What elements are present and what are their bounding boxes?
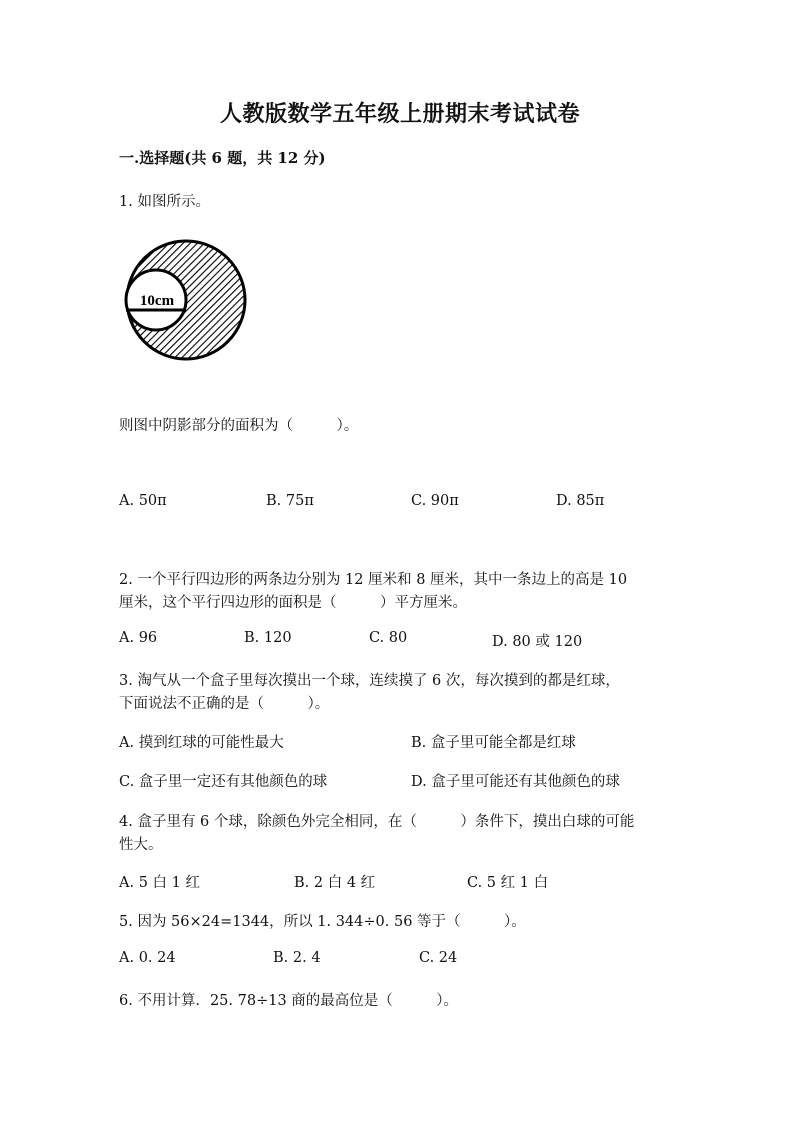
q4-option-c: C. 5 红 1 白 — [467, 875, 549, 891]
question-4-stem-line-1: 4. 盒子里有 6 个球，除颜色外完全相同，在（ ）条件下，摸出白球的可能 — [119, 814, 635, 830]
q3-option-a: A. 摸到红球的可能性最大 — [119, 735, 284, 751]
q3-option-c: C. 盒子里一定还有其他颜色的球 — [119, 774, 328, 790]
q1-option-c: C. 90π — [411, 493, 459, 509]
question-2-stem-line-2: 厘米，这个平行四边形的面积是（ ）平方厘米。 — [119, 595, 467, 611]
q5-option-a: A. 0. 24 — [119, 950, 176, 966]
q1-option-b: B. 75π — [266, 493, 314, 509]
question-1-stem: 1. 如图所示。 — [119, 194, 210, 210]
diameter-label: 10cm — [139, 293, 175, 309]
q2-option-b: B. 120 — [244, 630, 292, 646]
question-1-prompt: 则图中阴影部分的面积为（ ）。 — [119, 418, 359, 434]
question-4-stem-line-2: 性大。 — [119, 837, 163, 853]
q1-option-a: A. 50π — [119, 493, 167, 509]
q5-option-c: C. 24 — [419, 950, 458, 966]
section-heading: 一.选择题(共 6 题，共 12 分) — [119, 149, 326, 167]
q2-option-c: C. 80 — [369, 630, 408, 646]
page-title: 人教版数学五年级上册期末考试试卷 — [219, 101, 580, 127]
q3-option-d: D. 盒子里可能还有其他颜色的球 — [411, 774, 620, 790]
question-3-stem-line-2: 下面说法不正确的是（ ）。 — [119, 696, 330, 712]
q2-option-a: A. 96 — [119, 630, 158, 646]
question-6-stem: 6. 不用计算．25. 78÷13 商的最高位是（ ）。 — [119, 993, 459, 1009]
question-5-stem: 5. 因为 56×24=1344，所以 1. 344÷0. 56 等于（ ）。 — [119, 914, 526, 930]
annulus-figure — [124, 238, 248, 362]
q4-option-b: B. 2 白 4 红 — [294, 875, 376, 891]
q5-option-b: B. 2. 4 — [273, 950, 321, 966]
question-2-stem-line-1: 2. 一个平行四边形的两条边分别为 12 厘米和 8 厘米，其中一条边上的高是 10 — [119, 572, 628, 588]
q3-option-b: B. 盒子里可能全都是红球 — [411, 735, 576, 751]
q2-option-d: D. 80 或 120 — [492, 634, 583, 650]
q4-option-a: A. 5 白 1 红 — [119, 875, 200, 891]
q1-option-d: D. 85π — [556, 493, 605, 509]
question-3-stem-line-1: 3. 淘气从一个盒子里每次摸出一个球，连续摸了 6 次，每次摸到的都是红球， — [119, 673, 620, 689]
